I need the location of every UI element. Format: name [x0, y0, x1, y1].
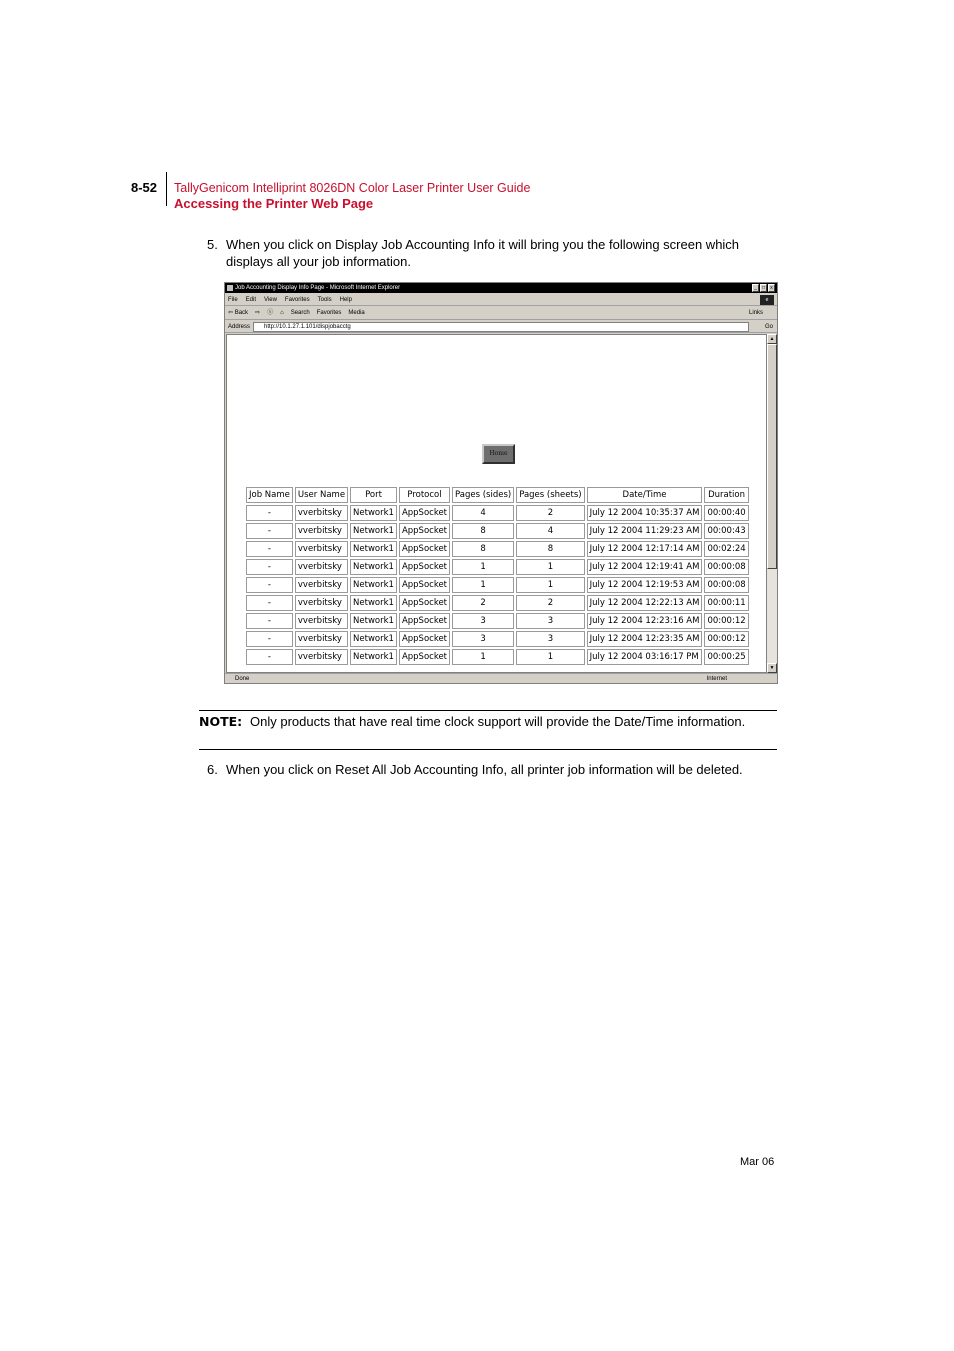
- cell-duration: 00:00:25: [704, 649, 748, 665]
- menu-favorites[interactable]: Favorites: [284, 297, 310, 303]
- cell-pages-sheets: 1: [516, 577, 584, 593]
- cell-protocol: AppSocket: [399, 595, 450, 611]
- table-row: [246, 523, 749, 539]
- cell-pages-sides: 3: [452, 631, 514, 647]
- cell-duration: 00:00:08: [704, 577, 748, 593]
- cell-port: Network1: [350, 613, 397, 629]
- search-button[interactable]: Search: [290, 310, 310, 316]
- header-duration: Duration: [704, 487, 748, 503]
- window-controls: [752, 284, 775, 292]
- cell-port: Network1: [350, 577, 397, 593]
- cell-job-name: -: [246, 649, 293, 665]
- cell-user-name: vverbitsky: [295, 541, 348, 557]
- table-row: [246, 577, 749, 593]
- cell-port: Network1: [350, 505, 397, 521]
- table-row: [246, 631, 749, 647]
- step-number: 6.: [207, 762, 218, 777]
- cell-pages-sheets: 3: [516, 613, 584, 629]
- header-pages-sides: Pages (sides): [452, 487, 514, 503]
- cell-user-name: vverbitsky: [295, 595, 348, 611]
- cell-duration: 00:00:40: [704, 505, 748, 521]
- page-viewport: [226, 334, 767, 673]
- cell-pages-sides: 2: [452, 595, 514, 611]
- cell-port: Network1: [350, 649, 397, 665]
- job-table-body: [246, 505, 749, 665]
- cell-job-name: -: [246, 505, 293, 521]
- cell-user-name: vverbitsky: [295, 577, 348, 593]
- cell-port: Network1: [350, 523, 397, 539]
- cell-pages-sides: 8: [452, 541, 514, 557]
- browser-toolbar: [225, 307, 777, 320]
- header-divider: [166, 172, 167, 206]
- ie-logo-icon: e: [760, 295, 774, 305]
- cell-duration: 00:00:12: [704, 613, 748, 629]
- go-button[interactable]: Go: [764, 324, 773, 330]
- address-input[interactable]: http://10.1.27.1.101/dispjobacctg: [253, 322, 749, 332]
- step-text: When you click on Display Job Accounting Info it will bring you the following screen which displays all your job information.: [226, 237, 740, 269]
- cell-date-time: July 12 2004 12:23:35 AM: [587, 631, 703, 647]
- cell-port: Network1: [350, 631, 397, 647]
- favorites-button[interactable]: Favorites: [316, 310, 342, 316]
- cell-port: Network1: [350, 541, 397, 557]
- cell-protocol: AppSocket: [399, 505, 450, 521]
- cell-pages-sides: 1: [452, 577, 514, 593]
- cell-date-time: July 12 2004 03:16:17 PM: [587, 649, 703, 665]
- forward-button[interactable]: ⇨: [255, 310, 261, 316]
- cell-port: Network1: [350, 595, 397, 611]
- cell-job-name: -: [246, 577, 293, 593]
- cell-pages-sides: 1: [452, 649, 514, 665]
- cell-protocol: AppSocket: [399, 577, 450, 593]
- cell-pages-sides: 8: [452, 523, 514, 539]
- status-text: Done: [235, 676, 250, 682]
- cell-user-name: vverbitsky: [295, 613, 348, 629]
- security-zone: Internet: [706, 676, 727, 682]
- section-title: Accessing the Printer Web Page: [174, 196, 374, 211]
- cell-date-time: July 12 2004 11:29:23 AM: [587, 523, 703, 539]
- menu-bar: [225, 294, 777, 306]
- cell-protocol: AppSocket: [399, 541, 450, 557]
- cell-pages-sheets: 8: [516, 541, 584, 557]
- cell-user-name: vverbitsky: [295, 523, 348, 539]
- cell-date-time: July 12 2004 12:19:41 AM: [587, 559, 703, 575]
- cell-protocol: AppSocket: [399, 649, 450, 665]
- cell-duration: 00:00:08: [704, 559, 748, 575]
- cell-date-time: July 12 2004 12:17:14 AM: [587, 541, 703, 557]
- home-button[interactable]: Home: [482, 444, 515, 464]
- cell-duration: 00:02:24: [704, 541, 748, 557]
- minimize-icon[interactable]: _: [752, 284, 759, 292]
- header-date-time: Date/Time: [587, 487, 703, 503]
- home-icon[interactable]: ⌂: [280, 310, 284, 316]
- cell-port: Network1: [350, 559, 397, 575]
- step-number: 5.: [207, 237, 218, 252]
- scroll-thumb[interactable]: [767, 344, 777, 569]
- cell-job-name: -: [246, 541, 293, 557]
- stop-button[interactable]: ⓧ: [267, 310, 274, 316]
- step-text: When you click on Reset All Job Accounting Info, all printer job information will be deleted.: [226, 762, 743, 777]
- cell-job-name: -: [246, 631, 293, 647]
- page-number: 8-52: [131, 180, 158, 195]
- cell-user-name: vverbitsky: [295, 649, 348, 665]
- menu-help[interactable]: Help: [339, 297, 352, 303]
- cell-date-time: July 12 2004 10:35:37 AM: [587, 505, 703, 521]
- cell-pages-sheets: 1: [516, 559, 584, 575]
- note-text: Only products that have real time clock support will provide the Date/Time information.: [250, 714, 746, 729]
- address-bar: [225, 321, 777, 333]
- job-accounting-table: [244, 485, 751, 667]
- cell-job-name: -: [246, 523, 293, 539]
- cell-date-time: July 12 2004 12:19:53 AM: [587, 577, 703, 593]
- header-pages-sheets: Pages (sheets): [516, 487, 584, 503]
- scroll-down-icon[interactable]: ▼: [767, 663, 777, 673]
- cell-pages-sheets: 1: [516, 649, 584, 665]
- document-title: TallyGenicom Intelliprint 8026DN Color Laser Printer User Guide: [174, 181, 531, 195]
- cell-pages-sheets: 3: [516, 631, 584, 647]
- footer-date: Mar 06: [740, 1156, 775, 1168]
- cell-user-name: vverbitsky: [295, 631, 348, 647]
- cell-pages-sides: 4: [452, 505, 514, 521]
- close-icon[interactable]: x: [768, 284, 775, 292]
- cell-protocol: AppSocket: [399, 523, 450, 539]
- table-row: [246, 505, 749, 521]
- cell-job-name: -: [246, 613, 293, 629]
- cell-job-name: -: [246, 595, 293, 611]
- media-button[interactable]: Media: [348, 310, 365, 316]
- cell-pages-sides: 1: [452, 559, 514, 575]
- cell-pages-sheets: 2: [516, 595, 584, 611]
- cell-protocol: AppSocket: [399, 613, 450, 629]
- cell-user-name: vverbitsky: [295, 559, 348, 575]
- note-label: NOTE:: [199, 714, 243, 729]
- cell-pages-sides: 3: [452, 613, 514, 629]
- status-bar: [225, 673, 777, 683]
- cell-protocol: AppSocket: [399, 559, 450, 575]
- cell-date-time: July 12 2004 12:22:13 AM: [587, 595, 703, 611]
- menu-tools[interactable]: Tools: [317, 297, 332, 303]
- menu-view[interactable]: View: [264, 297, 277, 303]
- header-protocol: Protocol: [399, 487, 450, 503]
- links-button[interactable]: Links: [748, 310, 763, 316]
- cell-user-name: vverbitsky: [295, 505, 348, 521]
- menu-edit[interactable]: Edit: [245, 297, 257, 303]
- header-job-name: Job Name: [246, 487, 293, 503]
- address-label: Address: [228, 324, 251, 330]
- browser-window-screenshot: [224, 282, 778, 684]
- vertical-scrollbar[interactable]: [767, 334, 777, 673]
- table-row: [246, 541, 749, 557]
- cell-job-name: -: [246, 559, 293, 575]
- scroll-up-icon[interactable]: ▲: [767, 334, 777, 344]
- cell-duration: 00:00:43: [704, 523, 748, 539]
- table-row: [246, 559, 749, 575]
- table-row: [246, 595, 749, 611]
- back-button[interactable]: ⇦ Back: [228, 310, 249, 316]
- note-box: [199, 710, 777, 750]
- window-titlebar: [225, 283, 777, 293]
- cell-date-time: July 12 2004 12:23:16 AM: [587, 613, 703, 629]
- ie-app-icon: [227, 285, 233, 291]
- menu-file[interactable]: File: [228, 297, 238, 303]
- cell-duration: 00:00:11: [704, 595, 748, 611]
- table-header-row: [246, 487, 749, 503]
- cell-pages-sheets: 2: [516, 505, 584, 521]
- table-row: [246, 613, 749, 629]
- cell-duration: 00:00:12: [704, 631, 748, 647]
- header-user-name: User Name: [295, 487, 348, 503]
- table-row: [246, 649, 749, 665]
- window-title: Job Accounting Display Info Page - Microsoft Internet Explorer: [235, 285, 401, 291]
- maximize-icon[interactable]: □: [761, 285, 766, 291]
- header-port: Port: [350, 487, 397, 503]
- cell-pages-sheets: 4: [516, 523, 584, 539]
- cell-protocol: AppSocket: [399, 631, 450, 647]
